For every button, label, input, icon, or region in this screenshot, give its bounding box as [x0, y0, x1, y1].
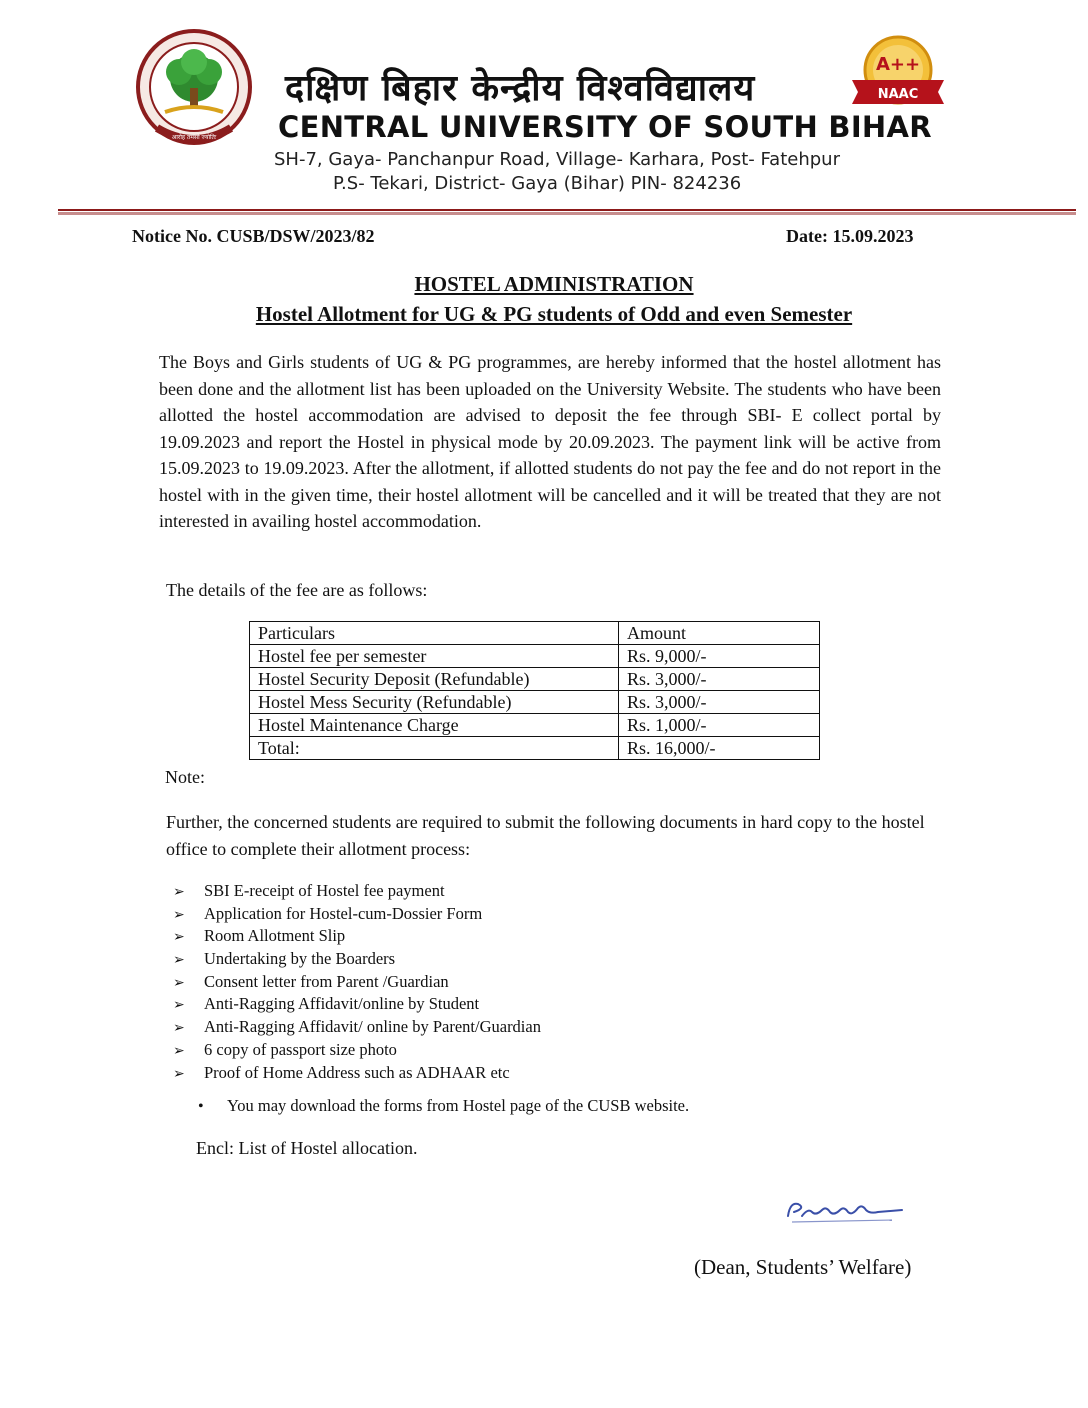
table-cell-amount: Rs. 9,000/-	[619, 645, 820, 668]
list-item	[173, 971, 541, 994]
body-paragraph: The Boys and Girls students of UG & PG programmes, are hereby informed that the hostel allotment has been done and the allotment list has been uploaded on the University Website. The students who have been allotted the hostel accommodation are advised to deposit the fee through SBI- E collect portal by 19.09.2023 and report the Hostel in physical mode by 20.09.2023. The payment link will be active from 15.09.2023 to 19.09.2023. After the allotment, if allotted students do not pay the fee and do not report in the hostel with in the given time, their hostel allotment will be cancelled and it will be treated that they are not interested in availing hostel accommodation.	[159, 352, 941, 531]
list-item	[173, 1062, 541, 1085]
table-row	[250, 668, 820, 691]
table-cell-particular: Hostel Security Deposit (Refundable)	[250, 668, 619, 691]
note-label: Note:	[165, 767, 205, 787]
list-item	[173, 925, 541, 948]
table-cell-amount: Rs. 3,000/-	[619, 668, 820, 691]
naac-badge-logo	[848, 32, 948, 118]
arrow-right-icon: ➢	[173, 884, 185, 900]
list-item-text: 6 copy of passport size photo	[204, 1039, 397, 1059]
list-item-text: Application for Hostel-cum-Dossier Form	[204, 903, 483, 923]
table-cell-particular: Hostel Mess Security (Refundable)	[250, 691, 619, 714]
list-item-text: Anti-Ragging Affidavit/online by Student	[204, 994, 480, 1014]
arrow-right-icon: ➢	[173, 952, 185, 969]
address-line-1: SH-7, Gaya- Panchanpur Road, Village- Karhara, Post- Fatehpur	[274, 149, 840, 170]
header-divider	[58, 209, 1076, 215]
enclosure-note: Encl: List of Hostel allocation.	[196, 1138, 418, 1158]
address-line-2: P.S- Tekari, District- Gaya (Bihar) PIN- 824236	[333, 173, 742, 194]
list-item	[173, 1016, 541, 1039]
arrow-right-icon: ➢	[173, 1065, 185, 1082]
page-title: HOSTEL ADMINISTRATION	[414, 272, 694, 296]
university-name-hindi: दक्षिण बिहार केन्द्रीय विश्वविद्यालय	[285, 68, 756, 109]
table-cell-particular: Hostel Maintenance Charge	[250, 714, 619, 737]
fee-intro-text: The details of the fee are as follows:	[166, 580, 428, 600]
arrow-right-icon: ➢	[173, 997, 185, 1014]
naac-grade: A++	[875, 54, 921, 75]
signatory-title: (Dean, Students’ Welfare)	[694, 1255, 912, 1279]
list-item	[173, 1039, 541, 1062]
list-item-text: Anti-Ragging Affidavit/ online by Parent/Guardian	[204, 1017, 541, 1037]
page-subtitle: Hostel Allotment for UG & PG students of Odd and even Semester	[255, 302, 853, 326]
table-row	[250, 645, 820, 668]
list-item	[173, 903, 541, 926]
table-cell-amount: Rs. 16,000/-	[619, 737, 820, 760]
table-row	[250, 714, 820, 737]
list-item-text: Undertaking by the Boarders	[204, 949, 396, 969]
list-item-text: Consent letter from Parent /Guardian	[204, 971, 449, 991]
list-item	[173, 948, 541, 971]
arrow-right-icon: ➢	[173, 974, 185, 991]
table-total-row	[250, 737, 820, 760]
table-row	[250, 691, 820, 714]
table-header-row	[250, 622, 820, 645]
table-cell-particular: Hostel fee per semester	[250, 645, 619, 668]
list-item	[173, 880, 541, 903]
logo-motto: आरोह तमसो ज्योतिः	[171, 134, 217, 141]
list-item-text: SBI E-receipt of Hostel fee payment	[204, 881, 445, 900]
documents-list	[173, 880, 541, 1084]
notice-number: Notice No. CUSB/DSW/2023/82	[132, 226, 375, 246]
list-item-text: Proof of Home Address such as ADHAAR etc	[204, 1062, 510, 1082]
list-item	[173, 993, 541, 1016]
list-item-text: Room Allotment Slip	[204, 926, 346, 946]
arrow-right-icon: ➢	[173, 906, 185, 923]
download-note	[198, 1096, 689, 1116]
bullet-dot-icon: •	[198, 1098, 204, 1115]
arrow-right-icon: ➢	[173, 929, 185, 946]
arrow-right-icon: ➢	[173, 1020, 185, 1037]
documents-intro: Further, the concerned students are required to submit the following documents in hard copy to the hostel office to complete their allotment process:	[166, 812, 925, 859]
signature-image	[782, 1186, 922, 1230]
column-header-particulars: Particulars	[250, 622, 619, 645]
arrow-right-icon: ➢	[173, 1042, 185, 1059]
download-note-text: You may download the forms from Hostel page of the CUSB website.	[227, 1096, 690, 1115]
naac-label: NAAC	[877, 87, 919, 102]
notice-date: Date: 15.09.2023	[786, 226, 914, 246]
table-cell-particular: Total:	[250, 737, 619, 760]
university-name-english: CENTRAL UNIVERSITY OF SOUTH BIHAR	[278, 110, 932, 144]
table-cell-amount: Rs. 3,000/-	[619, 691, 820, 714]
university-logo	[135, 28, 253, 146]
column-header-amount: Amount	[619, 622, 820, 645]
table-cell-amount: Rs. 1,000/-	[619, 714, 820, 737]
fee-table	[249, 621, 820, 760]
